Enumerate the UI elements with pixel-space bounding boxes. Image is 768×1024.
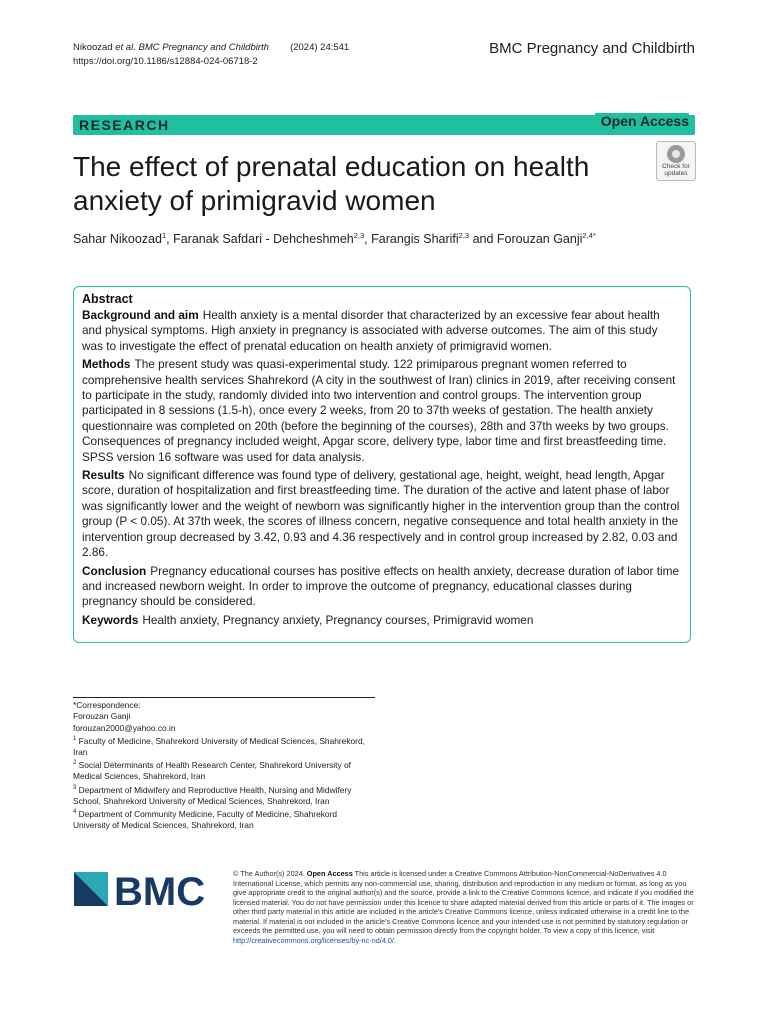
author-separator: and (469, 232, 497, 247)
bmc-logo-text: BMC (114, 872, 206, 910)
author-separator: , (364, 232, 372, 247)
abstract-conclusion (82, 564, 680, 610)
section-label: Conclusion (82, 563, 147, 578)
section-text: Health anxiety is a mental disorder that characterized by an excessive fear about health and physical symptoms. High anxiety in pregnancy is associated with adverse outcomes. The aim of this study was to investigate the effect of prenatal education on health anxiety of primigravid women. (82, 308, 660, 353)
check-updates-label: Check for updates (662, 163, 690, 177)
open-access-note: Open Access (306, 869, 353, 878)
author-list (73, 231, 596, 246)
author-affiliation: 2,3 (458, 231, 470, 240)
abstract-methods (82, 357, 680, 465)
running-header (73, 41, 349, 69)
affiliation (73, 807, 373, 831)
correspondence-name: Forouzan Ganji (73, 711, 131, 722)
author-name[interactable]: Sahar Nikoozad (73, 232, 162, 247)
section-text: No significant difference was found type of delivery, gestational age, height, weight, head length, Apgar score, duration of hospitalization and first breastfeeding time. The duration of the active and latent phase of labor was significantly lower and the weight of newborn was significantly higher in the intervention group than the control group (P < 0.05). At 37th week, the scores of illness concern, negative consequence and total health anxiety in the intervention group decreased by 3.42, 0.93 and 4.36 respectively and in control group increased by 2.82, 0.03 and 2.86. (82, 468, 680, 560)
abstract-heading: Abstract (82, 292, 133, 306)
license-body: This article is licensed under a Creative Commons Attribution-NonCommercial-NoDerivatives 4.0 International License, which permits any non-commercial use, sharing, distribution and reproduction in any medium or format, as long as you give appropriate credit to the original author(s) and the source, provide a link to the Creative Commons licence, and indicate if you modified the licensed material. You do not have permission under this licence to share adapted material derived from this article or parts of it. The images or other third party material in this article are included in the article's Creative Commons licence, unless indicated otherwise in a credit line to the material. If material is not included in the article's Creative Commons licence and your intended use is not permitted by statutory regulation or exceeds the permitted use, you will need to obtain permission directly from the copyright holder. To view a copy of this licence, visit (233, 869, 694, 936)
citation-journal: BMC Pregnancy and Childbirth (138, 42, 269, 53)
author-name[interactable]: Faranak Safdari - Dehcheshmeh (173, 232, 354, 247)
affiliation (73, 783, 373, 807)
author-separator: , (166, 232, 174, 247)
abstract-box (73, 286, 691, 643)
correspondence-label: *Correspondence: (73, 700, 141, 710)
author-affiliation: 2,4* (582, 231, 596, 240)
citation-line (73, 41, 349, 55)
section-label: Methods (82, 357, 131, 372)
section-text: Pregnancy educational courses has positive effects on health anxiety, decrease duration of labor time and increased newborn weight. In order to improve the outcome of pregnancy, educational classes during pregnancy should be considered. (82, 563, 680, 609)
affiliation-number: 4 (73, 809, 77, 816)
citation-year-volume: (2024) 24:541 (290, 42, 350, 53)
section-label: RESEARCH (79, 117, 170, 133)
affiliation-number: 2 (73, 760, 77, 767)
correspondence-email[interactable]: forouzan2000@yahoo.co.in (73, 722, 176, 733)
license-link[interactable]: http://creativecommons.org/licenses/by-nc-nd/4.0/ (233, 935, 395, 945)
copyright: © The Author(s) 2024. (233, 869, 305, 878)
author-affiliation: 1 (161, 231, 167, 240)
section-text: Health anxiety, Pregnancy anxiety, Pregnancy courses, Primigravid women (142, 612, 534, 627)
affiliation (73, 734, 373, 758)
open-access-label: Open Access (595, 113, 689, 129)
abstract-background (82, 308, 680, 354)
author-name[interactable]: Farangis Sharifi (371, 232, 459, 247)
journal-name: BMC Pregnancy and Childbirth (489, 40, 695, 57)
affiliation-text: Faculty of Medicine, Shahrekord University of Medical Sciences, Shahrekord, Iran (73, 735, 365, 757)
footnote-divider (73, 697, 375, 698)
doi-link[interactable]: https://doi.org/10.1186/s12884-024-06718-2 (73, 56, 258, 67)
section-label: Results (82, 468, 125, 483)
affiliation-number: 1 (73, 735, 77, 742)
section-label: Background and aim (82, 308, 199, 322)
section-label: Keywords (82, 612, 139, 627)
section-text: The present study was quasi-experimental study. 122 primiparous pregnant women referred to comprehensive health services Shahrekord (A city in the southwest of Iran) clinics in 2019, after receiving consent to participate in the study, randomly divided into two intervention and control groups. The intervention group participated in 8 sessions (1.5-h), once every 2 weeks, from 20 to 37th weeks of gestation. The health anxiety questionnaire was completed on 20th (before the beginning of the courses), 28th and 37th weeks by two groups. Consequences of pregnancy included weight, Apgar score, delivery type, labor time and first breastfeeding time. SPSS version 16 software was used for data analysis. (82, 357, 676, 464)
affiliation-text: Department of Community Medicine, Faculty of Medicine, Shahrekord University of Medical Sciences, Shahrekord, Iran (73, 808, 338, 831)
check-for-updates-button[interactable] (656, 141, 696, 181)
bmc-logo (74, 872, 214, 910)
license-text (233, 869, 696, 945)
author-affiliation: 2,3 (353, 231, 365, 240)
affiliation-text: Social Determinants of Health Research Center, Shahrekord University of Medical Sciences, Shahrekord, Iran (73, 760, 351, 782)
footnotes (73, 700, 373, 831)
article-title: The effect of prenatal education on health anxiety of primigravid women (73, 151, 590, 216)
citation-authors: Nikoozad (73, 42, 113, 53)
license-end: . (394, 935, 397, 945)
abstract-results (82, 468, 680, 560)
section-band (73, 115, 695, 135)
author-name[interactable]: Forouzan Ganji (496, 232, 583, 247)
affiliation (73, 758, 373, 782)
abstract-keywords (82, 613, 680, 628)
check-updates-icon (667, 145, 685, 163)
affiliation-number: 3 (73, 784, 77, 791)
citation-etal: et al. (115, 42, 136, 53)
affiliation-text: Department of Midwifery and Reproductive Health, Nursing and Midwifery School, Shahrekord University of Medical Sciences, Shahrekord, Iran (73, 784, 352, 806)
